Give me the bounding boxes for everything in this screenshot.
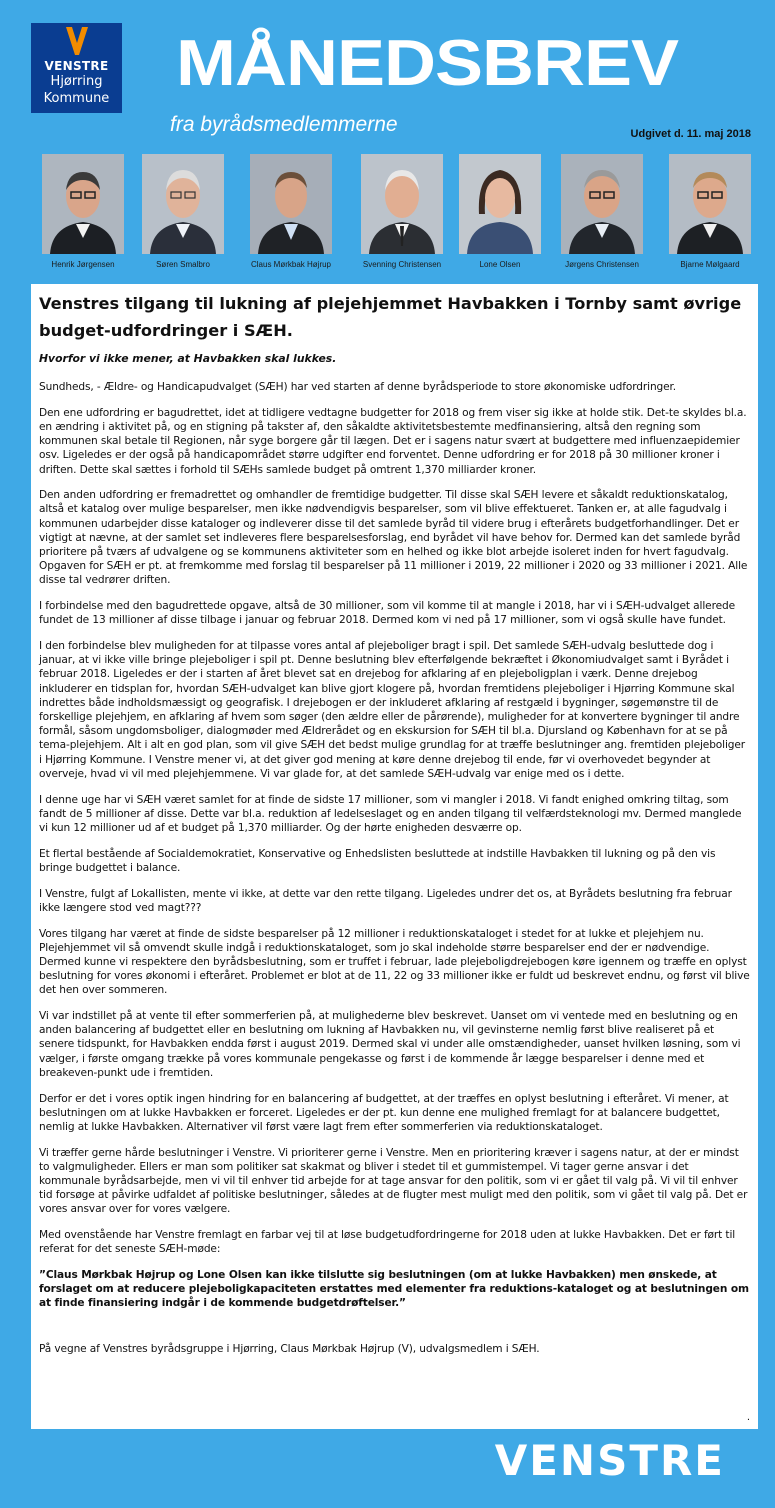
member-name: Svenning Christensen — [362, 260, 442, 269]
person-portrait-icon — [361, 154, 443, 254]
newsletter-title: MÅNEDSBREV — [176, 27, 679, 100]
article-paragraph: Vi var indstillet på at vente til efter sommerferien på, at mulighederne blev beskrevet. Uanset om vi ventede med en beslutning og en anden balancering af budgettet eller en beslutning om lukning af Havbakken nu, vil gevinsterne nemlig først blive realiseret på et senere tidspunkt, for Havbakken endda først i august 2019. Dermed skal vi under alle omstændigheder, uanset hvilken løsning, som vi vælger, i første omgang trække på vores kommunale pengekasse og først i de kommende år lægge besparelser i denne med et breakeven-punkt ude i fremtiden. — [39, 1010, 741, 1079]
member-photo — [561, 154, 643, 254]
article-paragraph: Vi træffer gerne hårde beslutninger i Venstre. Vi prioriterer gerne i Venstre. Men en prioritering kræver i sagens natur, at der er mindst to valgmuligheder. Ellers er man som politiker sat skakmat og bliver i stedet til et gummistempel. Vi tager gerne ansvar i det kommunale byrådsarbejde, men vi vil til enhver tid arbejde for at tage ansvar for den politik, som vi er gået til valg på. Vi vil til enhver tid forsøge at påvirke udfaldet af politiske beslutninger, således at de flugter mest muligt med den politik, som vi gået til valg på. Det er vores ansvar over for vores vælgere. — [39, 1146, 748, 1216]
article-paragraph: Sundheds, - Ældre- og Handicapudvalget (SÆH) har ved starten af denne byrådsperiode to store økonomiske udfordringer. — [39, 381, 677, 393]
publication-date: Udgivet d. 11. maj 2018 — [630, 128, 751, 140]
member-photo — [459, 154, 541, 254]
person-portrait-icon — [459, 154, 541, 254]
member-card — [142, 154, 224, 272]
article-signature: På vegne af Venstres byrådsgruppe i Hjørring, Claus Mørkbak Højrup (V), udvalgsmedlem i SÆH. — [39, 1342, 540, 1355]
person-portrait-icon — [669, 154, 751, 254]
member-photo — [361, 154, 443, 254]
member-name: Bjarne Mølgaard — [680, 260, 740, 269]
member-name: Lone Olsen — [479, 260, 521, 269]
member-photo — [142, 154, 224, 254]
member-card — [561, 154, 643, 272]
person-portrait-icon — [561, 154, 643, 254]
article-paragraph: I forbindelse med den bagudrettede opgave, altså de 30 millioner, som vil komme til at mangle i 2018, har vi i SÆH-udvalget allerede fundet de 13 millioner af disse tilbage i januar og februar 2018. Dermed kom vi ned på 17 millioner, som vi også skulle have fundet. — [39, 600, 735, 627]
member-photo — [669, 154, 751, 254]
end-mark: . — [746, 1412, 750, 1423]
member-card — [42, 154, 124, 272]
member-card — [669, 154, 751, 272]
footer-venstre-wordmark: VENSTRE — [494, 1436, 725, 1485]
member-card — [361, 154, 443, 272]
venstre-v-logo-icon — [65, 26, 89, 56]
article-paragraph: I den forbindelse blev muligheden for at tilpasse vores antal af plejeboliger bragt i spil. Det samlede SÆH-udvalg besluttede dog i januar, at vi ikke ville bringe plejeboliger i spil pt. Denne beslutning blev efterfølgende bekræftet i Økonomiudvalget samt i Byrådet i februar 2018. Ligeledes er der i starten af året blevet sat en drejebog for afklaring af en plejeboligplan i værk. Denne drejebog inkluderer en tidsplan for, hvordan SÆH-udvalget kan blive gjort klogere på, hvordan fremtidens plejeboliger i Hjørring Kommune skal indrettes både indholdsmæssigt og geografisk. I drejebogen er der inkluderet afklaring af restgæld i bygninger, søgemønstre til de forskellige plejehjem, en afklaring af hvem som søger (den ældre eller de pårørende), muligheder for at konvertere bygninger til andre formål, såsom ungdomsboliger, dialogmøder med Ældrerådet og en ekskursion for SÆH til bl.a. Djursland og København for at se på tema-plejehjem. Alt i alt en god plan, som vil give SÆH det bedst mulige grundlag for at træffe beslutninger ang. fremtiden plejeboliger i Hjørring Kommune. I Venstre mener vi, at det giver god mening at køre denne drejebog til ende, før vi overhovedet begynder at overveje, hvad vi vil med plejehjemmene. Vi var glade for, at det samlede SÆH-udvalg var enige med os i dette. — [39, 640, 746, 780]
logo-municipality-line1: Hjørring — [50, 74, 103, 89]
member-card — [459, 154, 541, 272]
person-portrait-icon — [250, 154, 332, 254]
member-photo — [42, 154, 124, 254]
member-name: Jørgens Christensen — [565, 260, 639, 269]
member-card — [250, 154, 332, 272]
article-paragraph: Den anden udfordring er fremadrettet og omhandler de fremtidige budgetter. Til disse skal SÆH levere et såkaldt reduktionskatalog, altså et katalog over mulige besparelser, men ikke nødvendigvis besparelser, som vil blive effektueret. Tanken er, at alle fagudvalg i kommunen udarbejder disse kataloger og indleverer disse til det samlede byråd til videre brug i efterårets budgetforhandlinger. Det er vigtigt at nævne, at der samlet set indleveres flere besparelsesforslag, end byrådet vil have behov for. Dermed kan det samlede byråd prioritere på tværs af udvalgene og se kommunens aktiviteter som en helhed og ikke blot arbejde isoleret inden for hvert fagudvalg. Opgaven for SÆH er pt. at fremkomme med forslag til besparelser på 11 millioner i 2019, 22 millioner i 2020 og 33 millioner i 2021. Alle disse tal vedrører driften. — [39, 489, 748, 587]
article-paragraph: Et flertal bestående af Socialdemokratiet, Konservative og Enhedslisten besluttede at indstille Havbakken til lukning og på den vis bringe budgettet i balance. — [39, 847, 716, 874]
council-members-row — [38, 154, 758, 274]
article-paragraph: Den ene udfordring er bagudrettet, idet at tidligere vedtagne budgetter for 2018 og frem viser sig ikke at holde stik. Det-te skyldes bl.a. en ændring i aktivitet på, og en stigning på takster af, den såkaldte aktivitetsbestemte medfinansiering, altså den regning som kommunen skal betale til Regionen, når syge borgere går til lægen. Det er i sagens natur svært at budgettere med influenzaepidemier osv. Ligeledes er der også på handicapområdet større udgifter end forventet. Denne udfordring er for 2018 på 30 millioner kroner i driften. Dette skal sættes i forhold til SÆHs samlede budget på omtrent 1,370 milliarder kroner. — [39, 406, 747, 476]
person-portrait-icon — [42, 154, 124, 254]
article-headline: Venstres tilgang til lukning af plejehjemmet Havbakken i Tornby samt øvrige budget-udfordringer i SÆH. — [39, 294, 742, 340]
article-paragraph: Vores tilgang har været at finde de sidste besparelser på 12 millioner i reduktionskataloget i stedet for at lukke et plejehjem nu. Plejehjemmet vil så omvendt skulle indgå i reduktionskataloget, som jo skal indeholde større besparelser end der er nødvendige. Dermed kunne vi respektere den byrådsbeslutning, som er truffet i februar, lade plejeboligdrejebogen køre igennem og træffe en oplyst beslutning for vores økonomi i efteråret. Problemet er blot at de 11, 22 og 33 millioner ikke er fuldt ud beskrevet endnu, og først vil blive det hen over sommeren. — [39, 927, 750, 997]
venstre-logo — [31, 23, 122, 113]
member-name: Søren Smalbro — [156, 260, 210, 269]
logo-party-name: VENSTRE — [44, 59, 109, 73]
article-paragraph: I Venstre, fulgt af Lokallisten, mente vi ikke, at dette var den rette tilgang. Ligeledes undrer det os, at Byrådets beslutning fra februar ikke længere stod ved magt??? — [39, 887, 732, 914]
article-subheading: Hvorfor vi ikke mener, at Havbakken skal lukkes. — [39, 352, 337, 365]
logo-municipality-line2: Kommune — [43, 91, 110, 106]
member-name: Claus Mørkbak Højrup — [250, 260, 331, 269]
masthead — [170, 14, 679, 136]
member-name: Henrik Jørgensen — [51, 260, 115, 269]
person-portrait-icon — [142, 154, 224, 254]
article-paragraph: Med ovenstående har Venstre fremlagt en farbar vej til at løse budgetudfordringerne for 2018 uden at lukke Havbakken. Det er ført til referat for det seneste SÆH-møde: — [39, 1229, 736, 1256]
article-paragraph: I denne uge har vi SÆH været samlet for at finde de sidste 17 millioner, som vi mangler i 2018. Vi fandt enighed omkring tiltag, som fandt de 5 millioner af disse. Dette var bl.a. reduktion af ledelseslaget og en anden tilgang til velfærdsteknologi mv. Dermed manglede vi kun 12 millioner ud af et budget på 1,370 milliarder. Og der hørte enigheden desværre op. — [39, 793, 742, 834]
article-paragraph: Derfor er det i vores optik ingen hindring for en balancering af budgettet, at der træffes en oplyst beslutning i efteråret. Vi mener, at beslutningen om at lukke Havbakken er forceret. Ligeledes er der pt. kun denne ene mulighed fremlagt for at balancere budgettet, nemlig at lukke Havbakken. Alternativer vil først være lagt frem efter sommerferien via reduktionskataloget. — [39, 1092, 729, 1133]
newsletter-subtitle: fra byrådsmedlemmerne — [170, 113, 398, 136]
meeting-minutes-quote: ”Claus Mørkbak Højrup og Lone Olsen kan ikke tilslutte sig beslutningen (om at lukke Havbakken) men ønskede, at forslaget om at reducere plejeboligkapaciteten erstattes med elementer fra reduktions-kataloget og at beslutningen om at finde finansiering indgår i de kommende budgetdrøftelser.” — [39, 1269, 749, 1310]
member-photo — [250, 154, 332, 254]
article-panel — [31, 284, 758, 1429]
